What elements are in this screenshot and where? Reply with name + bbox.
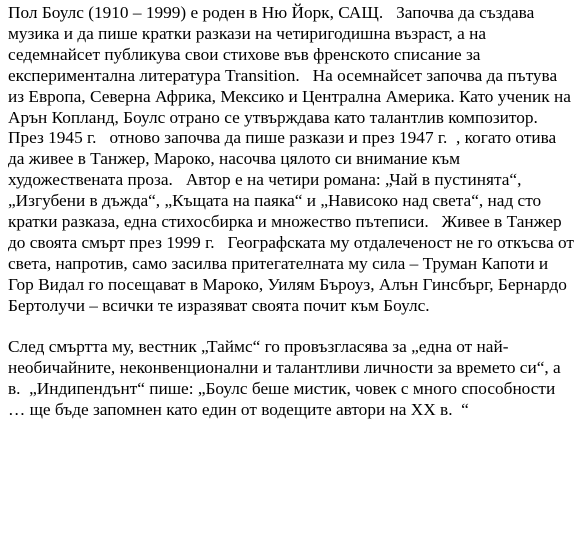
paragraph-biography: Пол Боулс (1910 – 1999) е роден в Ню Йорк, САЩ. Започва да създава музика и да пише кратки разкази на четиригодишна възраст, а на седемнайсет публикува свои стихове във френското списание за експериментална литература Transition. На осемнайсет започва да пътува из Европа, Северна Африка, Мексико и Централна Америка. Като ученик на Арън Копланд, Боулс отрано се утвърждава като талантлив композитор. През 1945 г. отново започва да пише разкази и през 1947 г. , когато отива да живее в Танжер, Мароко, насочва цялото си внимание към художествената проза. Автор е на четири романа: „Чай в пустинята“, „Изгубени в дъжда“, „Къщата на паяка“ и „Нависоко над света“, над сто кратки разказа, една стихосбирка и множество пътеписи. Живее в Танжер до своята смърт през 1999 г. Географската му отдалеченост не го откъсва от света, напротив, само засилва притегателната му сила – Труман Капоти и Гор Видал го посещават в Мароко, Уилям Бъроуз, Алън Гинсбърг, Бернардо Бертолучи – всички те изразяват своята почит към Боулс. (8, 3, 579, 315)
document-body (8, 3, 579, 421)
paragraph-legacy: След смъртта му, вестник „Таймс“ го провъзгласява за „една от най-необичайните, неконвенционални и талантливи личности за времето си“, а в. „Индипендънт“ пише: „Боулс беше мистик, човек с много способности … ще бъде запомнен като един от водещите автори на XX в. “ (8, 337, 566, 420)
